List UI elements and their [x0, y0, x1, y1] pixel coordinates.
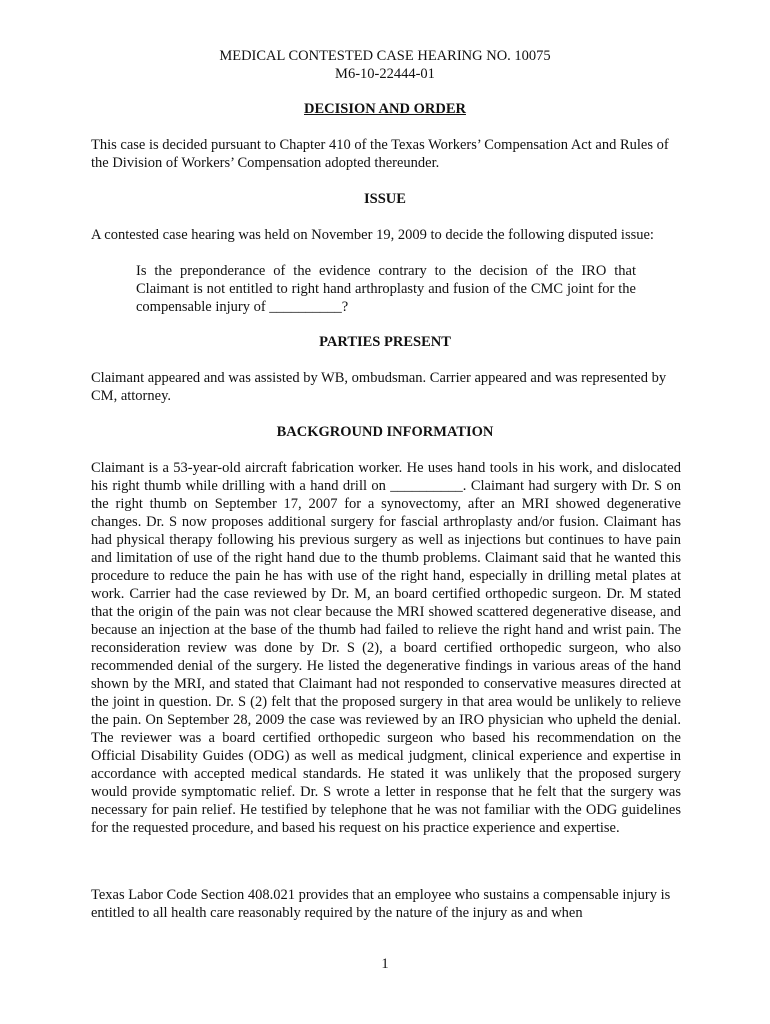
intro-paragraph: This case is decided pursuant to Chapter 410 of the Texas Workers’ Compensation Act and Rules of the Division of Workers’ Compensation adopted thereunder.	[91, 137, 669, 171]
disputed-issue-question: Is the preponderance of the evidence contrary to the decision of the IRO that Claimant is not entitled to right hand arthroplasty and fusion of the CMC joint for the compensable injury of __________?	[136, 263, 636, 315]
issue-heading: ISSUE	[364, 191, 406, 207]
parties-paragraph: Claimant appeared and was assisted by WB, ombudsman. Carrier appeared and was represented by CM, attorney.	[91, 370, 667, 404]
docket-number-line: M6-10-22444-01	[335, 66, 435, 82]
issue-paragraph: A contested case hearing was held on November 19, 2009 to decide the following disputed issue:	[91, 227, 654, 243]
labor-code-paragraph: Texas Labor Code Section 408.021 provides that an employee who sustains a compensable injury is entitled to all health care reasonably required by the nature of the injury as and when	[91, 887, 671, 921]
document-title: DECISION AND ORDER	[304, 101, 466, 117]
page-number: 1	[381, 956, 389, 972]
background-paragraph: Claimant is a 53-year-old aircraft fabrication worker. He uses hand tools in his work, and dislocated his right thumb while drilling with a hand drill on __________. Claimant had surgery with Dr. S on the right thumb on September 17, 2007 for a synovectomy, after an MRI showed degenerative changes. Dr. S now proposes additional surgery for fascial arthroplasty and/or fusion. Claimant has had physical therapy following his previous surgery as well as injections but continues to have pain and limitation of use of the right hand due to the thumb problems. Claimant said that he wanted this procedure to reduce the pain he has with use of the right hand, especially in drilling metal plates at work. Carrier had the case reviewed by Dr. M, an board certified orthopedic surgeon. Dr. M stated that the origin of the pain was not clear because the MRI showed scattered degenerative disease, and because an injection at the base of the thumb had failed to relieve the right hand and wrist pain. The reconsideration review was done by Dr. S (2), a board certified orthopedic surgeon, who also recommended denial of the surgery. He listed the degenerative findings in various areas of the hand shown by the MRI, and stated that Claimant had not responded to conservative measures directed at the joint in question. Dr. S (2) felt that the proposed surgery in that area would be unlikely to relieve the pain. On September 28, 2009 the case was reviewed by an IRO physician who upheld the denial. The reviewer was a board certified orthopedic surgeon who based his recommendation on the Official Disability Guides (ODG) as well as medical judgment, clinical experience and expertise in accordance with accepted medical standards. He stated it was unlikely that the proposed surgery would provide symptomatic relief. Dr. S wrote a letter in response that he felt that the surgery was necessary for pain relief. He testified by telephone that he was not familiar with the ODG guidelines for the requested procedure, and based his request on his practice experience and expertise.	[91, 460, 681, 836]
background-heading: BACKGROUND INFORMATION	[276, 424, 494, 440]
parties-heading: PARTIES PRESENT	[319, 334, 451, 350]
case-number-line: MEDICAL CONTESTED CASE HEARING NO. 10075	[219, 48, 551, 64]
